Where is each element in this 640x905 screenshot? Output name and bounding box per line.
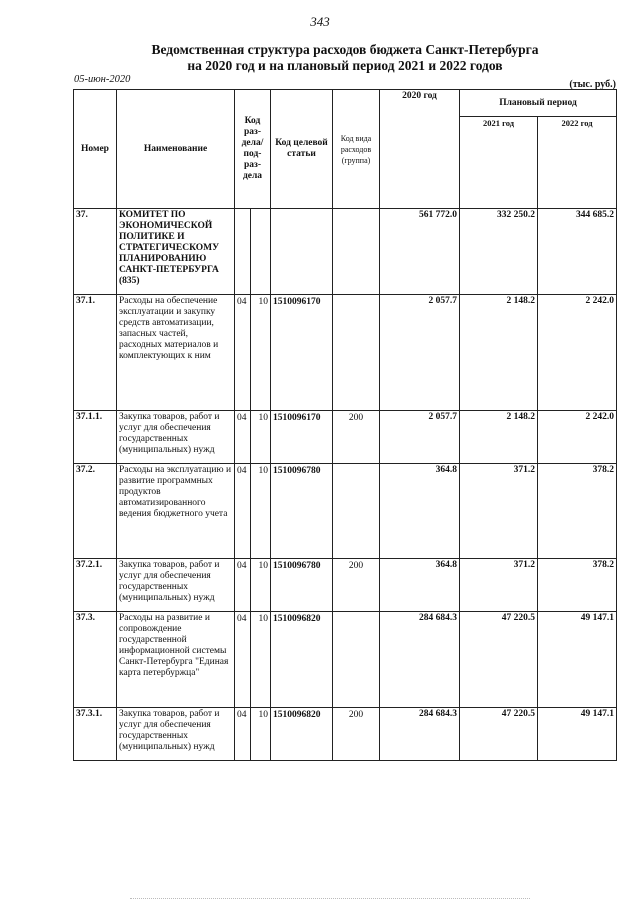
row-value-2022: 49 147.1 — [538, 708, 617, 761]
row-target-code: 1510096780 — [271, 559, 333, 612]
page-bottom-rule — [130, 898, 530, 899]
row-section: 04 — [235, 295, 251, 411]
row-target-code: 1510096170 — [271, 411, 333, 464]
row-name: Расходы на развитие и сопровождение государственной информационной системы Санкт-Петербурга "Единая карта петербуржца" — [117, 612, 235, 708]
row-target-code: 1510096170 — [271, 295, 333, 411]
header-target: Код целевой статьи — [271, 90, 333, 209]
table-row — [74, 411, 617, 464]
row-value-2020: 284 684.3 — [380, 612, 460, 708]
row-kind-code: 200 — [333, 559, 380, 612]
row-kind-code — [333, 209, 380, 295]
table-row — [74, 295, 617, 411]
row-name: Закупка товаров, работ и услуг для обеспечения государственных (муниципальных) нужд — [117, 559, 235, 612]
row-value-2021: 47 220.5 — [460, 612, 538, 708]
row-kind-code: 200 — [333, 708, 380, 761]
title-line-1: Ведомственная структура расходов бюджета Санкт-Петербурга — [151, 42, 539, 57]
header-number: Номер — [74, 90, 117, 209]
row-target-code: 1510096820 — [271, 612, 333, 708]
header-planned: Плановый период — [460, 90, 617, 117]
row-value-2021: 2 148.2 — [460, 411, 538, 464]
units-label: (тыс. руб.) — [569, 79, 616, 90]
header-2021: 2021 год — [460, 117, 538, 209]
row-value-2022: 2 242.0 — [538, 411, 617, 464]
row-section: 04 — [235, 612, 251, 708]
row-name: Закупка товаров, работ и услуг для обеспечения государственных (муниципальных) нужд — [117, 411, 235, 464]
row-value-2021: 332 250.2 — [460, 209, 538, 295]
row-value-2021: 371.2 — [460, 464, 538, 559]
header-section: Код раз-дела/ под-раз-дела — [235, 90, 271, 209]
row-name: Расходы на эксплуатацию и развитие программных продуктов автоматизированного ведения бюджетного учета — [117, 464, 235, 559]
row-target-code — [271, 209, 333, 295]
row-value-2021: 2 148.2 — [460, 295, 538, 411]
row-kind-code: 200 — [333, 411, 380, 464]
row-value-2021: 47 220.5 — [460, 708, 538, 761]
row-value-2022: 2 242.0 — [538, 295, 617, 411]
row-value-2021: 371.2 — [460, 559, 538, 612]
row-value-2020: 364.8 — [380, 464, 460, 559]
row-value-2022: 49 147.1 — [538, 612, 617, 708]
row-subsection: 10 — [251, 708, 271, 761]
row-number: 37. — [74, 209, 117, 295]
row-name: Закупка товаров, работ и услуг для обеспечения государственных (муниципальных) нужд — [117, 708, 235, 761]
row-value-2020: 364.8 — [380, 559, 460, 612]
budget-table — [73, 89, 617, 761]
table-body — [74, 209, 617, 761]
row-value-2020: 284 684.3 — [380, 708, 460, 761]
table-row — [74, 559, 617, 612]
row-value-2020: 561 772.0 — [380, 209, 460, 295]
row-subsection — [251, 209, 271, 295]
row-section: 04 — [235, 708, 251, 761]
row-target-code: 1510096780 — [271, 464, 333, 559]
row-section: 04 — [235, 411, 251, 464]
row-number: 37.3.1. — [74, 708, 117, 761]
header-kind: Код вида расходов (группа) — [333, 90, 380, 209]
row-section: 04 — [235, 559, 251, 612]
row-section — [235, 209, 251, 295]
header-name: Наименование — [117, 90, 235, 209]
row-subsection: 10 — [251, 464, 271, 559]
row-value-2022: 378.2 — [538, 559, 617, 612]
row-value-2020: 2 057.7 — [380, 411, 460, 464]
row-name: КОМИТЕТ ПО ЭКОНОМИЧЕСКОЙ ПОЛИТИКЕ И СТРАТЕГИЧЕСКОМУ ПЛАНИРОВАНИЮ САНКТ-ПЕТЕРБУРГА (835) — [117, 209, 235, 295]
table-row — [74, 708, 617, 761]
page-number: 343 — [310, 14, 330, 29]
row-value-2020: 2 057.7 — [380, 295, 460, 411]
row-kind-code — [333, 464, 380, 559]
row-kind-code — [333, 612, 380, 708]
title-line-2: на 2020 год и на плановый период 2021 и 2022 годов — [187, 58, 503, 73]
row-value-2022: 378.2 — [538, 464, 617, 559]
row-target-code: 1510096820 — [271, 708, 333, 761]
row-subsection: 10 — [251, 612, 271, 708]
row-number: 37.1. — [74, 295, 117, 411]
document-title — [80, 42, 610, 74]
row-subsection: 10 — [251, 411, 271, 464]
row-section: 04 — [235, 464, 251, 559]
header-2020: 2020 год — [380, 90, 460, 209]
row-name: Расходы на обеспечение эксплуатации и закупку средств автоматизации, запасных частей, расходных материалов и комплектующих к ним — [117, 295, 235, 411]
row-number: 37.1.1. — [74, 411, 117, 464]
row-number: 37.2. — [74, 464, 117, 559]
table-row — [74, 209, 617, 295]
row-number: 37.2.1. — [74, 559, 117, 612]
row-subsection: 10 — [251, 295, 271, 411]
row-value-2022: 344 685.2 — [538, 209, 617, 295]
row-number: 37.3. — [74, 612, 117, 708]
table-row — [74, 464, 617, 559]
table-row — [74, 612, 617, 708]
row-subsection: 10 — [251, 559, 271, 612]
document-date: 05-июн-2020 — [74, 74, 131, 85]
row-kind-code — [333, 295, 380, 411]
header-2022: 2022 год — [538, 117, 617, 209]
